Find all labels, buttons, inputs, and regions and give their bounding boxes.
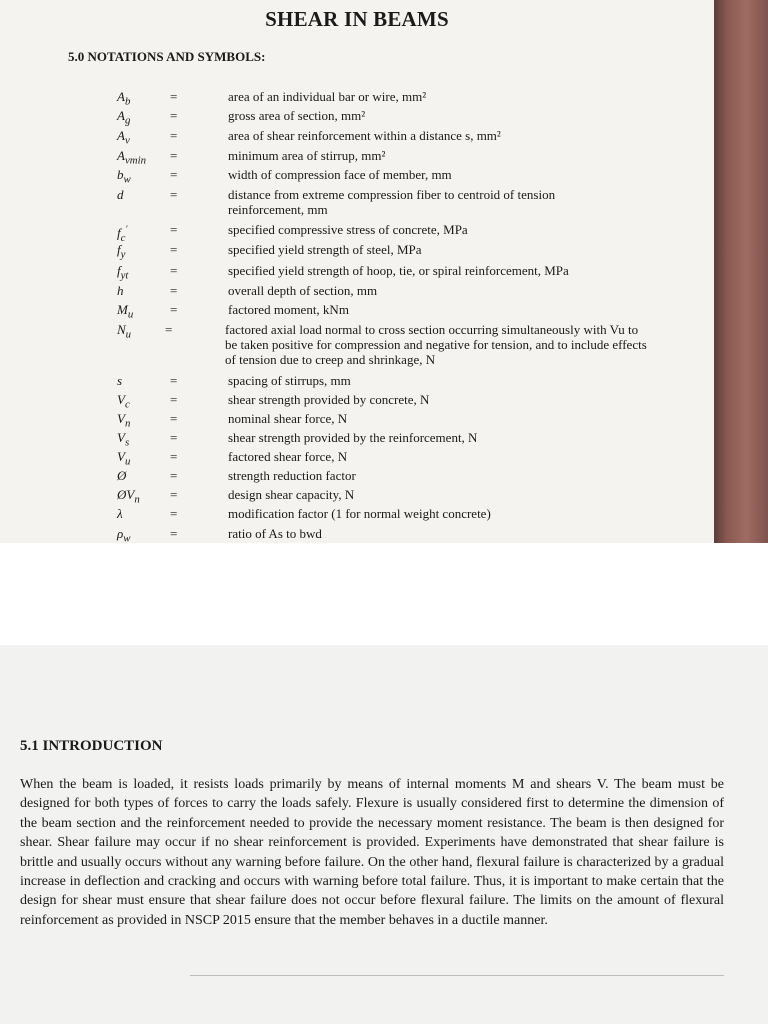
notation-definition: factored axial load normal to cross section occurring simultaneously with Vu to be taken positive for compression and negative for tension, and to include effects of tension due to creep and shrinkage, N [225, 322, 647, 367]
notation-definition: nominal shear force, N [228, 411, 348, 426]
notation-symbol: $b_w$ [117, 167, 131, 186]
notation-definition: gross area of section, mm² [228, 108, 366, 123]
equals-sign: = [170, 373, 178, 388]
equals-sign: = [170, 302, 178, 317]
equals-sign: = [170, 128, 178, 143]
notation-symbol: $A_b$ [117, 89, 131, 108]
notation-definition: modification factor (1 for normal weight concrete) [228, 506, 491, 521]
equals-sign: = [165, 322, 173, 337]
notation-symbol: $f_{yt}$ [117, 263, 129, 282]
notation-symbol: $M_u$ [117, 302, 134, 321]
notation-definition: distance from extreme compression fiber to centroid of tension reinforcement, mm [228, 187, 556, 217]
notation-symbol: h [117, 283, 124, 298]
notation-definition: shear strength provided by concrete, N [228, 392, 430, 407]
notation-definition: specified compressive stress of concrete, MPa [228, 222, 468, 237]
notation-symbol: d [117, 187, 124, 202]
equals-sign: = [170, 242, 178, 257]
notation-definition: design shear capacity, N [228, 487, 355, 502]
equals-sign: = [170, 148, 178, 163]
equals-sign: = [170, 283, 178, 298]
notation-definition: area of shear reinforcement within a distance s, mm² [228, 128, 501, 143]
notation-symbol: $\rho_w$ [117, 526, 131, 545]
notation-symbol: $V_c$ [117, 392, 130, 411]
equals-sign: = [170, 167, 178, 182]
equals-sign: = [170, 487, 178, 502]
notation-definition: area of an individual bar or wire, mm² [228, 89, 427, 104]
notation-symbol: $f_y$ [117, 242, 126, 261]
notation-symbol: $V_n$ [117, 411, 131, 430]
notation-definition: factored moment, kNm [228, 302, 349, 317]
notation-symbol: $A_{vmin}$ [117, 148, 147, 167]
notation-definition: specified yield strength of steel, MPa [228, 242, 422, 257]
notation-definition: specified yield strength of hoop, tie, or spiral reinforcement, MPa [228, 263, 569, 278]
introduction-paragraph: When the beam is loaded, it resists loads primarily by means of internal moments M and shears V. The beam must be designed for both types of forces to carry the loads safely. Flexure is usually considered first to determine the dimension of the beam section and the reinforcement needed to provide the necessary moment resistance. The beam is then designed for shear. Shear failure may occur if no shear reinforcement is provided. Experiments have demonstrated that shear failure is brittle and usually occurs without any warning before failure. On the other hand, flexural failure is characterized by a gradual increase in deflection and cracking and occurs with warning before total failure. Thus, it is important to make certain that the design for shear must ensure that shear failure does not occur before flexural failure. The limits on the amount of flexural reinforcement as provided in NSCP 2015 ensure that the member behaves in a ductile manner. [20, 777, 724, 928]
equals-sign: = [170, 506, 178, 521]
equals-sign: = [170, 411, 178, 426]
equals-sign: = [170, 468, 178, 483]
notation-definition: factored shear force, N [228, 449, 348, 464]
equals-sign: = [170, 449, 178, 464]
notation-definition: minimum area of stirrup, mm² [228, 148, 386, 163]
notation-symbol: $A_v$ [117, 128, 130, 147]
notation-symbol: $V_s$ [117, 430, 130, 449]
chapter-title: SHEAR IN BEAMS [265, 7, 449, 31]
notations-heading: 5.0 NOTATIONS AND SYMBOLS: [68, 49, 266, 64]
notation-definition: ratio of As to bwd [228, 526, 322, 541]
page-bottom-rule [190, 975, 724, 976]
equals-sign: = [170, 108, 178, 123]
notation-symbol: $N_u$ [117, 322, 132, 341]
notation-symbol: s [117, 373, 123, 388]
notation-symbol: Ø [117, 468, 127, 483]
notation-symbol: $f_c'$ [117, 224, 128, 244]
notation-symbol: λ [117, 506, 123, 521]
notation-definition: overall depth of section, mm [228, 283, 378, 298]
notation-symbol: $ØV_n$ [117, 487, 140, 506]
notation-symbol: $V_u$ [117, 449, 131, 468]
book-edge-strip [714, 0, 768, 543]
introduction-heading: 5.1 INTRODUCTION [20, 738, 163, 754]
equals-sign: = [170, 526, 178, 541]
equals-sign: = [170, 187, 178, 202]
equals-sign: = [170, 89, 178, 104]
equals-sign: = [170, 392, 178, 407]
notation-definition: shear strength provided by the reinforcement, N [228, 430, 478, 445]
notation-definition: spacing of stirrups, mm [228, 373, 351, 388]
equals-sign: = [170, 263, 178, 278]
equals-sign: = [170, 430, 178, 445]
equals-sign: = [170, 222, 178, 237]
notation-symbol: $A_g$ [117, 108, 131, 127]
notation-definition: strength reduction factor [228, 468, 356, 483]
notation-definition: width of compression face of member, mm [228, 167, 452, 182]
